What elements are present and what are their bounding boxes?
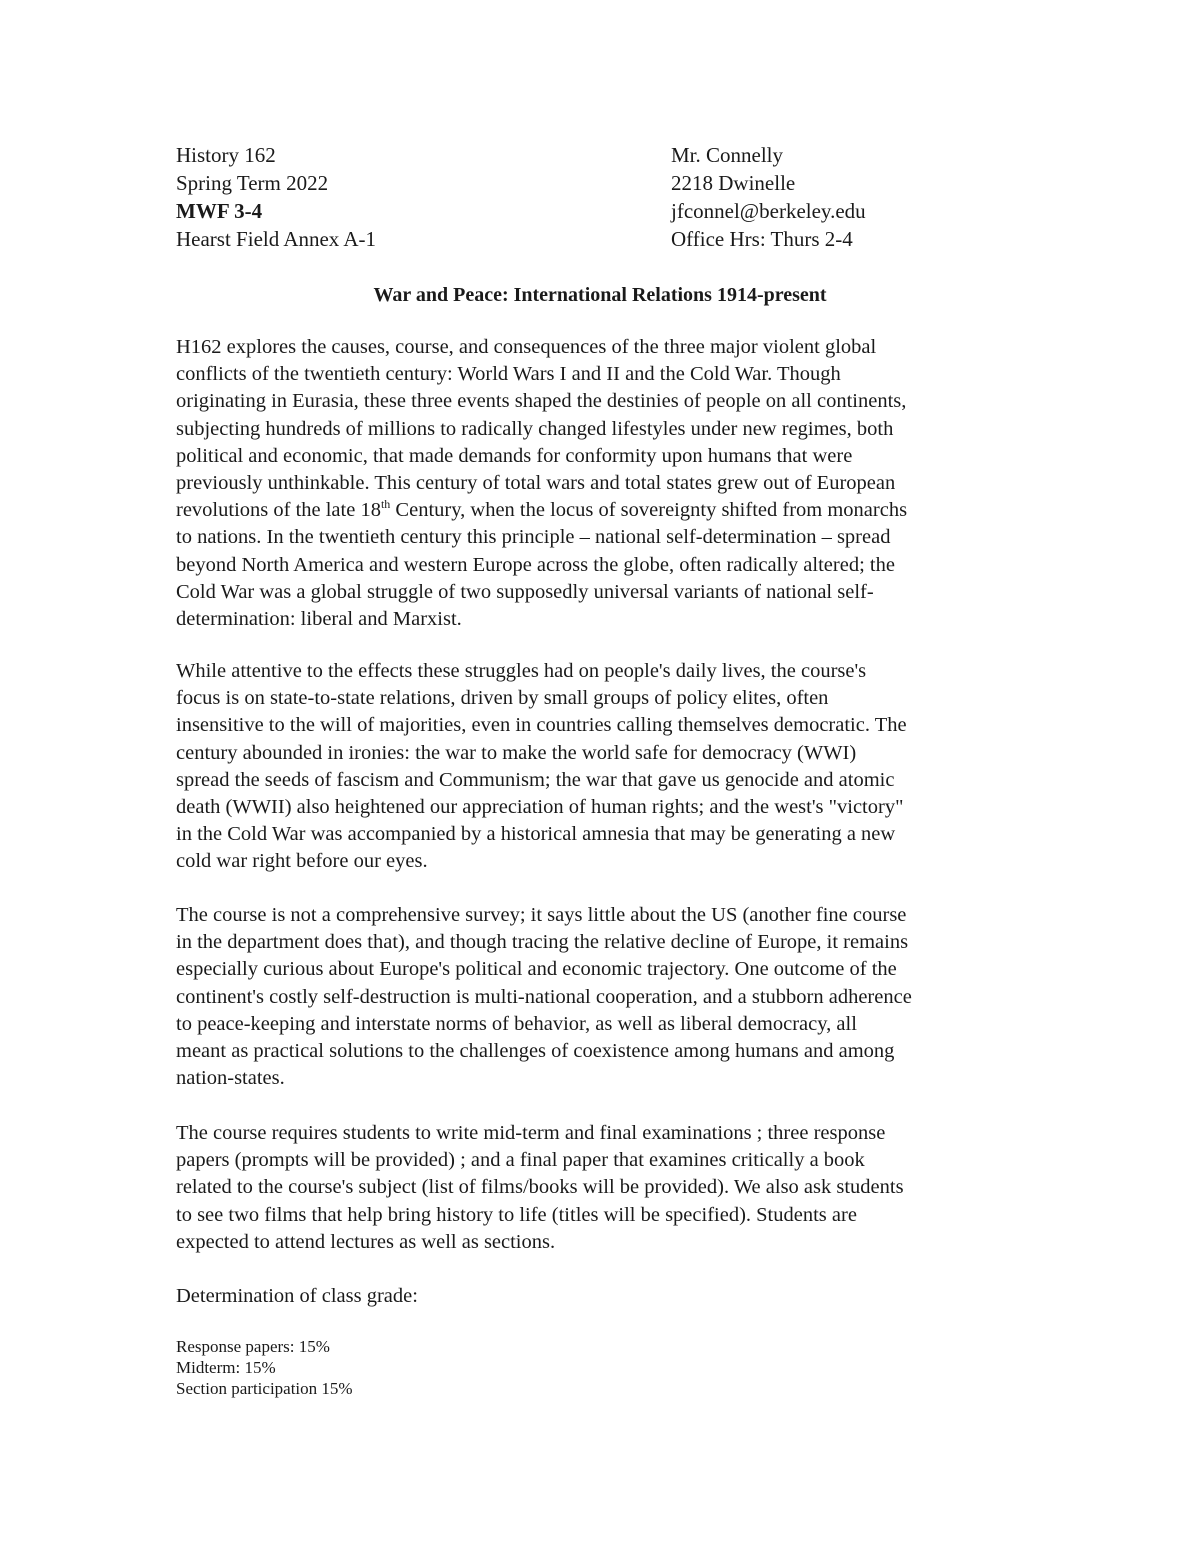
grading-item: Section participation 15% (176, 1379, 353, 1398)
paragraph-line: especially curious about Europe's political and economic trajectory. One outcome of the (176, 958, 897, 981)
paragraph-line: While attentive to the effects these struggles had on people's daily lives, the course's (176, 660, 867, 682)
paragraph-line: determination: liberal and Marxist. (176, 608, 462, 631)
course-header (176, 141, 1036, 253)
course-term: Spring Term 2022 (176, 171, 329, 195)
paragraph-line: nation-states. (176, 1067, 285, 1090)
grading-item: Response papers: 15% (176, 1337, 330, 1356)
course-number: History 162 (176, 143, 276, 167)
paragraph-line: continent's costly self-destruction is multi-national cooperation, and a stubborn adherence (176, 985, 912, 1008)
paragraph-line: subjecting hundreds of millions to radically changed lifestyles under new regimes, both (176, 417, 894, 440)
paragraph-line: to see two films that help bring history to life (titles will be specified). Students are (176, 1203, 857, 1226)
ordinal-superscript: th (380, 497, 391, 512)
paragraph-course-scope (176, 902, 1026, 1092)
paragraph-line: meant as practical solutions to the challenges of coexistence among humans and among (176, 1040, 895, 1063)
instructor-email: jfconnel@berkeley.edu (671, 199, 866, 223)
grading-list (176, 1336, 353, 1399)
paragraph-line: focus is on state-to-state relations, driven by small groups of policy elites, often (176, 687, 829, 710)
course-title: War and Peace: International Relations 1914-present (373, 284, 827, 306)
course-schedule: MWF 3-4 (176, 199, 263, 223)
paragraph-line (176, 497, 1026, 524)
course-location: Hearst Field Annex A-1 (176, 227, 377, 251)
paragraph-line: to nations. In the twentieth century this principle – national self-determination – spread (176, 526, 891, 549)
paragraph-line: related to the course's subject (list of films/books will be provided). We also ask students (176, 1176, 904, 1199)
paragraph-line: cold war right before our eyes. (176, 850, 428, 873)
paragraph-line: beyond North America and western Europe across the globe, often radically altered; the (176, 553, 895, 576)
paragraph-line: to peace-keeping and interstate norms of behavior, as well as liberal democracy, all (176, 1012, 857, 1035)
paragraph-course-focus (176, 658, 1026, 876)
office-hours: Office Hrs: Thurs 2-4 (671, 227, 853, 251)
grading-item: Midterm: 15% (176, 1358, 276, 1377)
instructor-name: Mr. Connelly (671, 143, 784, 167)
paragraph-line: previously unthinkable. This century of total wars and total states grew out of European (176, 472, 896, 495)
paragraph-line: The course requires students to write mid-term and final examinations ; three response (176, 1122, 886, 1144)
paragraph-line: Cold War was a global struggle of two supposedly universal variants of national self- (176, 580, 874, 603)
office-location: 2218 Dwinelle (671, 171, 796, 195)
line-text: Century, when the locus of sovereignty shifted from monarchs (390, 499, 908, 522)
grading-heading: Determination of class grade: (176, 1285, 418, 1307)
paragraph-line: century abounded in ironies: the war to make the world safe for democracy (WWI) (176, 741, 857, 764)
paragraph-line: H162 explores the causes, course, and consequences of the three major violent global (176, 336, 877, 358)
line-text: revolutions of the late 18 (176, 499, 381, 522)
paragraph-line: in the department does that), and though tracing the relative decline of Europe, it remains (176, 931, 909, 954)
paragraph-line: papers (prompts will be provided) ; and a final paper that examines critically a book (176, 1149, 865, 1172)
paragraph-course-requirements (176, 1120, 1026, 1256)
paragraph-line: The course is not a comprehensive survey; it says little about the US (another fine course (176, 904, 907, 926)
paragraph-line: expected to attend lectures as well as sections. (176, 1230, 556, 1253)
paragraph-line: in the Cold War was accompanied by a historical amnesia that may be generating a new (176, 823, 896, 846)
paragraph-line: originating in Eurasia, these three events shaped the destinies of people on all continents, (176, 390, 907, 413)
paragraph-line: political and economic, that made demands for conformity upon humans that were (176, 444, 853, 467)
paragraph-line: spread the seeds of fascism and Communism; the war that gave us genocide and atomic (176, 768, 895, 791)
paragraph-line: insensitive to the will of majorities, even in countries calling themselves democratic. The (176, 714, 907, 737)
paragraph-line: death (WWII) also heightened our appreciation of human rights; and the west's "victory" (176, 796, 904, 819)
paragraph-course-overview (176, 334, 1026, 633)
paragraph-line: conflicts of the twentieth century: World Wars I and II and the Cold War. Though (176, 363, 841, 386)
